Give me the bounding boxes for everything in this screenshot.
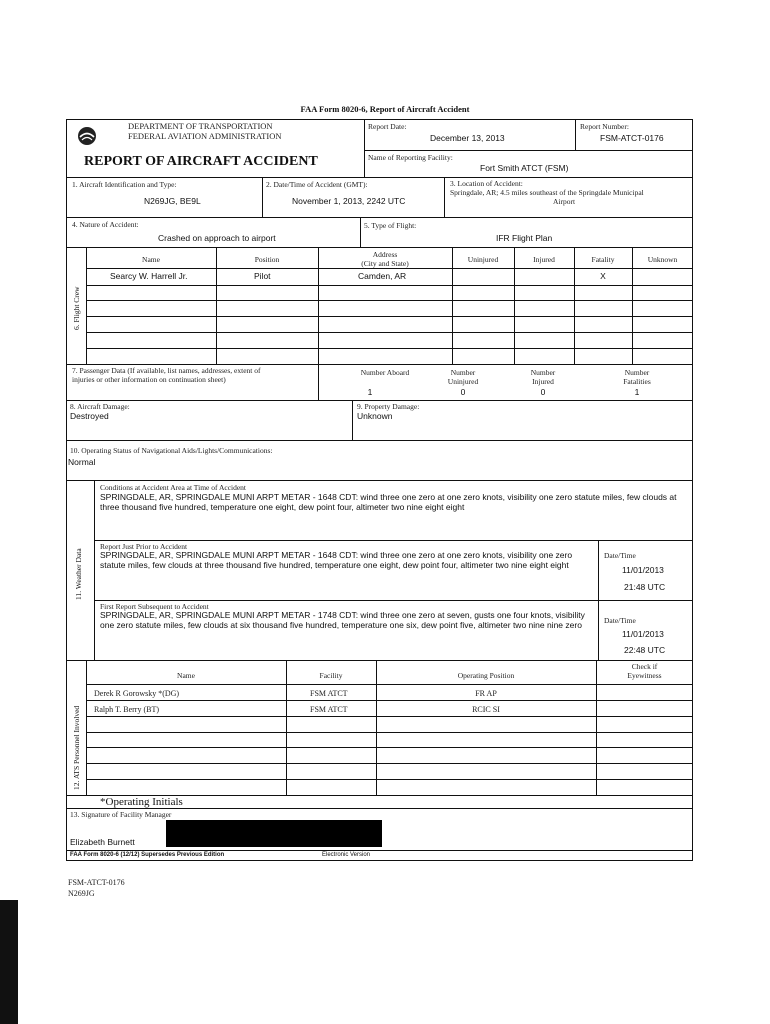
- personnel-row-2-name: Ralph T. Berry (BT): [94, 705, 160, 714]
- aboard-label: Number Aboard: [360, 368, 410, 377]
- prior-date: 11/01/2013: [622, 565, 664, 575]
- crew-row-address: Camden, AR: [358, 271, 407, 281]
- bottom-report-number: FSM-ATCT-0176: [68, 878, 125, 887]
- uninjured-value: 0: [460, 387, 466, 397]
- flight-type-value: IFR Flight Plan: [496, 233, 553, 243]
- weather-at-time: SPRINGDALE, AR, SPRINGDALE MUNI ARPT METAR - 1648 CDT: wind three one zero at one zero knots, visibility one zero statute miles, few clouds at three thousand five hundred, temperature one eight, dew point four, altimeter two nine eight eight: [100, 492, 677, 512]
- personnel-header-name: Name: [177, 671, 195, 680]
- after-date: 11/01/2013: [622, 629, 664, 639]
- page-edge-shadow: [0, 900, 18, 1024]
- weather-prior: SPRINGDALE, AR, SPRINGDALE MUNI ARPT METAR - 1648 CDT: wind three one zero at one zero knots, visibility one zero statute miles, few clouds at three thousand five hundred, temperature one eight, dew point four, altimeter two nine eight eight: [100, 550, 573, 570]
- datetime-value: November 1, 2013, 2242 UTC: [292, 196, 406, 206]
- bottom-tail-number: N269JG: [68, 889, 95, 898]
- personnel-row-1-name: Derek R Gorowsky *(DG): [94, 689, 180, 698]
- nature-label: 4. Nature of Accident:: [72, 220, 139, 229]
- personnel-row-1-position: FR AP: [475, 689, 497, 698]
- prior-datetime-label: Date/Time: [604, 551, 636, 560]
- personnel-row-1-facility: FSM ATCT: [310, 689, 348, 698]
- crew-header-position: Position: [254, 255, 280, 264]
- navaids-value: Normal: [68, 457, 96, 467]
- location-line1: Springdale, AR; 4.5 miles southeast of the Springdale Municipal: [450, 188, 644, 197]
- uninjured-label-1: Number: [450, 368, 476, 377]
- uninjured-label-2: Uninjured: [447, 377, 479, 386]
- dot-logo: [76, 125, 98, 147]
- weather-prior-label: Report Just Prior to Accident: [100, 542, 188, 551]
- manager-name: Elizabeth Burnett: [70, 837, 135, 847]
- datetime-label: 2. Date/Time of Accident (GMT):: [266, 180, 368, 189]
- crew-header-fatality: Fatality: [591, 255, 615, 264]
- after-time: 22:48 UTC: [624, 645, 666, 655]
- crew-header-injured: Injured: [533, 255, 555, 264]
- dept-line1: DEPARTMENT OF TRANSPORTATION: [128, 121, 273, 131]
- crew-row-fatality: X: [600, 271, 606, 281]
- crew-row-position: Pilot: [254, 271, 271, 281]
- aircraft-value: N269JG, BE9L: [144, 196, 201, 206]
- signature-redaction: [166, 820, 382, 847]
- navaids-label: 10. Operating Status of Navigational Aids/Lights/Communications:: [70, 446, 273, 455]
- crew-header-uninjured: Uninjured: [467, 255, 499, 264]
- weather-at-time-label: Conditions at Accident Area at Time of Accident: [100, 483, 247, 492]
- prior-time: 21:48 UTC: [624, 582, 666, 592]
- property-damage-label: 9. Property Damage:: [357, 402, 420, 411]
- operating-initials-note: *Operating Initials: [100, 796, 183, 808]
- report-date-label: Report Date:: [368, 122, 407, 131]
- signature-label: 13. Signature of Facility Manager: [70, 810, 172, 819]
- personnel-header-position: Operating Position: [457, 671, 515, 680]
- injured-label-2: Injured: [532, 377, 554, 386]
- fatalities-label-2: Fatalities: [623, 377, 651, 386]
- crew-header-address: Address: [372, 250, 398, 259]
- report-date: December 13, 2013: [430, 133, 505, 143]
- flight-type-label: 5. Type of Flight:: [364, 221, 417, 230]
- crew-header-name: Name: [142, 255, 160, 264]
- aircraft-damage-value: Destroyed: [70, 411, 109, 421]
- personnel-header-facility: Facility: [319, 671, 343, 680]
- personnel-side-label: 12. ATS Personnel Involved: [72, 705, 81, 790]
- crew-header-unknown: Unknown: [647, 255, 678, 264]
- after-datetime-label: Date/Time: [604, 616, 636, 625]
- personnel-row-2-facility: FSM ATCT: [310, 705, 348, 714]
- personnel-header-check-2: Eyewitness: [627, 671, 662, 680]
- location-label: 3. Location of Accident:: [450, 179, 523, 188]
- injured-label-1: Number: [530, 368, 556, 377]
- fatalities-label-1: Number: [624, 368, 650, 377]
- aircraft-damage-label: 8. Aircraft Damage:: [70, 402, 130, 411]
- aircraft-label: 1. Aircraft Identification and Type:: [72, 180, 177, 189]
- report-number: FSM-ATCT-0176: [600, 133, 664, 143]
- passenger-label-1: 7. Passenger Data (If available, list names, addresses, extent of: [72, 366, 261, 375]
- nature-value: Crashed on approach to airport: [158, 233, 276, 243]
- dept-line2: FEDERAL AVIATION ADMINISTRATION: [128, 131, 282, 141]
- weather-after-label: First Report Subsequent to Accident: [100, 602, 209, 611]
- report-number-label: Report Number:: [580, 122, 629, 131]
- injured-value: 0: [540, 387, 546, 397]
- weather-side-label: 11. Weather Data: [74, 548, 83, 600]
- form-caption: FAA Form 8020-6, Report of Aircraft Accident: [300, 104, 470, 114]
- report-title: REPORT OF AIRCRAFT ACCIDENT: [84, 154, 318, 169]
- crew-side-label: 6. Flight Crew: [72, 286, 81, 330]
- location-line2: Airport: [553, 197, 576, 206]
- form-id: FAA Form 8020-6 (12/12) Supersedes Previous Edition: [70, 852, 225, 858]
- weather-after: SPRINGDALE, AR, SPRINGDALE MUNI ARPT METAR - 1748 CDT: wind three one zero at seven, gusts one four knots, visibility one zero statute miles, few clouds at six thousand five hundred, temperature one six, dew point five, altimeter two nine nine zero: [100, 610, 585, 630]
- crew-row-name: Searcy W. Harrell Jr.: [110, 271, 188, 281]
- passenger-label-2: injuries or other information on continuation sheet): [72, 375, 226, 384]
- electronic-version: Electronic Version: [322, 852, 371, 858]
- aboard-value: 1: [367, 387, 373, 397]
- facility-value: Fort Smith ATCT (FSM): [480, 163, 569, 173]
- property-damage-value: Unknown: [357, 411, 393, 421]
- crew-header-address-sub: (City and State): [361, 259, 409, 268]
- fatalities-value: 1: [634, 387, 640, 397]
- facility-label: Name of Reporting Facility:: [368, 153, 453, 162]
- personnel-header-check-1: Check if: [631, 662, 658, 671]
- personnel-row-2-position: RCIC SI: [472, 705, 500, 714]
